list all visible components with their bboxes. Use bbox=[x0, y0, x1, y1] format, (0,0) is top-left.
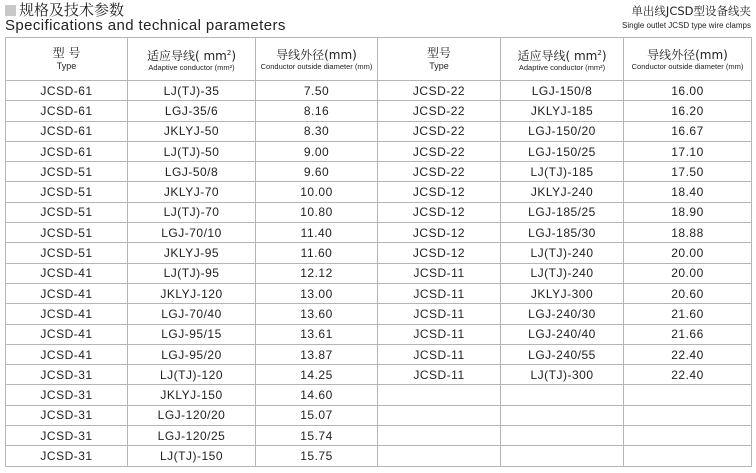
cell-left-type: JCSD-31 bbox=[6, 365, 128, 385]
cell-left-conductor: JKLYJ-95 bbox=[128, 243, 256, 263]
cell-right-conductor: LJ(TJ)-185 bbox=[501, 162, 624, 182]
cell-left-diameter: 14.25 bbox=[256, 365, 378, 385]
title-en: Specifications and technical parameters bbox=[5, 17, 286, 34]
cell-left-diameter: 13.60 bbox=[256, 304, 378, 324]
cell-left-diameter: 9.60 bbox=[256, 162, 378, 182]
cell-right-conductor: LGJ-240/55 bbox=[501, 344, 624, 364]
title-zh-text: 规格及技术参数 bbox=[19, 1, 125, 19]
cell-right-conductor: LJ(TJ)-240 bbox=[501, 263, 624, 283]
cell-right-diameter bbox=[624, 446, 752, 466]
header-conductor-right: 适应导线( $mm^2$) Adaptive conductor (mm²) bbox=[501, 38, 624, 81]
cell-right-conductor bbox=[501, 405, 624, 425]
cell-right-conductor: LJ(TJ)-240 bbox=[501, 243, 624, 263]
header-diameter-left: 导线外径(mm) Conductor outside diameter (mm) bbox=[256, 38, 378, 81]
table-row bbox=[6, 385, 752, 405]
table-row bbox=[6, 162, 752, 182]
cell-left-diameter: 11.40 bbox=[256, 223, 378, 243]
cell-right-conductor: LGJ-150/25 bbox=[501, 141, 624, 161]
title-square-icon bbox=[5, 5, 16, 16]
cell-right-diameter: 16.00 bbox=[624, 81, 752, 101]
cell-left-diameter: 15.07 bbox=[256, 405, 378, 425]
cell-right-diameter bbox=[624, 405, 752, 425]
cell-right-diameter bbox=[624, 426, 752, 446]
table-row bbox=[6, 283, 752, 303]
cell-left-conductor: LJ(TJ)-35 bbox=[128, 81, 256, 101]
cell-left-conductor: LJ(TJ)-95 bbox=[128, 263, 256, 283]
cell-left-diameter: 8.30 bbox=[256, 121, 378, 141]
cell-left-conductor: LGJ-35/6 bbox=[128, 101, 256, 121]
cell-right-type: JCSD-12 bbox=[378, 243, 501, 263]
header-type-right: 型号 Type bbox=[378, 38, 501, 81]
cell-left-type: JCSD-41 bbox=[6, 324, 128, 344]
cell-right-conductor: JKLYJ-185 bbox=[501, 101, 624, 121]
cell-left-type: JCSD-41 bbox=[6, 304, 128, 324]
cell-left-conductor: LJ(TJ)-150 bbox=[128, 446, 256, 466]
cell-right-type: JCSD-11 bbox=[378, 324, 501, 344]
cell-left-type: JCSD-61 bbox=[6, 101, 128, 121]
cell-right-conductor: JKLYJ-300 bbox=[501, 283, 624, 303]
table-row bbox=[6, 243, 752, 263]
cell-left-diameter: 15.74 bbox=[256, 426, 378, 446]
cell-left-type: JCSD-41 bbox=[6, 344, 128, 364]
cell-left-diameter: 10.80 bbox=[256, 202, 378, 222]
product-name-en: Single outlet JCSD type wire clamps bbox=[622, 21, 751, 30]
cell-left-type: JCSD-61 bbox=[6, 81, 128, 101]
cell-right-conductor: LGJ-150/8 bbox=[501, 81, 624, 101]
table-row bbox=[6, 101, 752, 121]
cell-left-type: JCSD-51 bbox=[6, 243, 128, 263]
cell-right-diameter: 21.60 bbox=[624, 304, 752, 324]
cell-left-conductor: JKLYJ-70 bbox=[128, 182, 256, 202]
cell-left-conductor: JKLYJ-50 bbox=[128, 121, 256, 141]
cell-right-diameter: 17.50 bbox=[624, 162, 752, 182]
cell-right-type bbox=[378, 426, 501, 446]
table-row bbox=[6, 446, 752, 466]
cell-right-diameter: 20.00 bbox=[624, 243, 752, 263]
cell-right-type bbox=[378, 385, 501, 405]
cell-left-type: JCSD-51 bbox=[6, 162, 128, 182]
cell-right-type: JCSD-22 bbox=[378, 162, 501, 182]
cell-left-conductor: LGJ-95/20 bbox=[128, 344, 256, 364]
cell-right-type: JCSD-12 bbox=[378, 182, 501, 202]
cell-right-diameter: 22.40 bbox=[624, 344, 752, 364]
cell-left-conductor: LJ(TJ)-120 bbox=[128, 365, 256, 385]
cell-left-type: JCSD-41 bbox=[6, 283, 128, 303]
table-row bbox=[6, 81, 752, 101]
cell-left-diameter: 11.60 bbox=[256, 243, 378, 263]
spec-table bbox=[5, 37, 752, 467]
cell-right-diameter: 22.40 bbox=[624, 365, 752, 385]
cell-right-type: JCSD-11 bbox=[378, 263, 501, 283]
cell-right-conductor: LGJ-185/30 bbox=[501, 223, 624, 243]
cell-right-type: JCSD-12 bbox=[378, 202, 501, 222]
cell-right-diameter: 18.88 bbox=[624, 223, 752, 243]
cell-left-conductor: LGJ-95/15 bbox=[128, 324, 256, 344]
cell-right-type: JCSD-11 bbox=[378, 365, 501, 385]
cell-right-type: JCSD-22 bbox=[378, 81, 501, 101]
header-conductor-left: 适应导线( $mm^2$) Adaptive conductor (mm²) bbox=[128, 38, 256, 81]
cell-left-type: JCSD-41 bbox=[6, 263, 128, 283]
cell-left-conductor: JKLYJ-120 bbox=[128, 283, 256, 303]
cell-left-diameter: 7.50 bbox=[256, 81, 378, 101]
table-row bbox=[6, 426, 752, 446]
cell-right-diameter: 20.00 bbox=[624, 263, 752, 283]
cell-right-diameter bbox=[624, 385, 752, 405]
cell-right-type: JCSD-11 bbox=[378, 344, 501, 364]
cell-left-diameter: 9.00 bbox=[256, 141, 378, 161]
cell-right-type: JCSD-22 bbox=[378, 121, 501, 141]
cell-left-diameter: 13.00 bbox=[256, 283, 378, 303]
table-row bbox=[6, 223, 752, 243]
cell-right-conductor: LGJ-150/20 bbox=[501, 121, 624, 141]
cell-right-conductor: LGJ-185/25 bbox=[501, 202, 624, 222]
cell-right-conductor bbox=[501, 446, 624, 466]
cell-right-conductor bbox=[501, 385, 624, 405]
cell-left-conductor: LJ(TJ)-70 bbox=[128, 202, 256, 222]
cell-left-type: JCSD-31 bbox=[6, 446, 128, 466]
cell-right-diameter: 16.20 bbox=[624, 101, 752, 121]
cell-right-type bbox=[378, 405, 501, 425]
cell-left-conductor: LGJ-70/10 bbox=[128, 223, 256, 243]
cell-left-diameter: 14.60 bbox=[256, 385, 378, 405]
table-body bbox=[6, 81, 752, 467]
cell-left-diameter: 12.12 bbox=[256, 263, 378, 283]
table-row bbox=[6, 365, 752, 385]
cell-left-conductor: LGJ-120/25 bbox=[128, 426, 256, 446]
cell-right-conductor: JKLYJ-240 bbox=[501, 182, 624, 202]
table-row bbox=[6, 141, 752, 161]
product-name-zh: 单出线JCSD型设备线夹 bbox=[631, 4, 751, 18]
cell-left-diameter: 8.16 bbox=[256, 101, 378, 121]
cell-right-diameter: 21.66 bbox=[624, 324, 752, 344]
cell-right-type: JCSD-11 bbox=[378, 283, 501, 303]
cell-right-type: JCSD-12 bbox=[378, 223, 501, 243]
table-row bbox=[6, 324, 752, 344]
cell-left-diameter: 13.87 bbox=[256, 344, 378, 364]
cell-left-type: JCSD-31 bbox=[6, 405, 128, 425]
cell-right-conductor bbox=[501, 426, 624, 446]
cell-right-type: JCSD-11 bbox=[378, 304, 501, 324]
cell-right-diameter: 20.60 bbox=[624, 283, 752, 303]
cell-right-diameter: 18.40 bbox=[624, 182, 752, 202]
table-row bbox=[6, 344, 752, 364]
page-header bbox=[0, 0, 756, 36]
cell-left-diameter: 10.00 bbox=[256, 182, 378, 202]
cell-left-conductor: LGJ-120/20 bbox=[128, 405, 256, 425]
cell-left-conductor: LGJ-70/40 bbox=[128, 304, 256, 324]
cell-left-type: JCSD-31 bbox=[6, 426, 128, 446]
cell-right-conductor: LGJ-240/30 bbox=[501, 304, 624, 324]
table-row bbox=[6, 405, 752, 425]
cell-right-type: JCSD-22 bbox=[378, 141, 501, 161]
table-row bbox=[6, 304, 752, 324]
cell-right-conductor: LJ(TJ)-300 bbox=[501, 365, 624, 385]
table-row bbox=[6, 182, 752, 202]
table-header-row bbox=[6, 38, 752, 81]
cell-left-diameter: 15.75 bbox=[256, 446, 378, 466]
header-type-left: 型 号 Type bbox=[6, 38, 128, 81]
table-row bbox=[6, 202, 752, 222]
cell-left-conductor: LGJ-50/8 bbox=[128, 162, 256, 182]
header-diameter-right: 导线外径(mm) Conductor outside diameter (mm) bbox=[624, 38, 752, 81]
cell-right-diameter: 17.10 bbox=[624, 141, 752, 161]
cell-left-type: JCSD-61 bbox=[6, 121, 128, 141]
cell-left-type: JCSD-61 bbox=[6, 141, 128, 161]
cell-left-diameter: 13.61 bbox=[256, 324, 378, 344]
cell-left-type: JCSD-51 bbox=[6, 202, 128, 222]
cell-right-diameter: 16.67 bbox=[624, 121, 752, 141]
cell-left-conductor: LJ(TJ)-50 bbox=[128, 141, 256, 161]
cell-right-conductor: LGJ-240/40 bbox=[501, 324, 624, 344]
cell-right-type bbox=[378, 446, 501, 466]
cell-left-type: JCSD-51 bbox=[6, 223, 128, 243]
cell-left-type: JCSD-51 bbox=[6, 182, 128, 202]
cell-left-type: JCSD-31 bbox=[6, 385, 128, 405]
table-row bbox=[6, 263, 752, 283]
cell-left-conductor: JKLYJ-150 bbox=[128, 385, 256, 405]
cell-right-diameter: 18.90 bbox=[624, 202, 752, 222]
cell-right-type: JCSD-22 bbox=[378, 101, 501, 121]
table-row bbox=[6, 121, 752, 141]
